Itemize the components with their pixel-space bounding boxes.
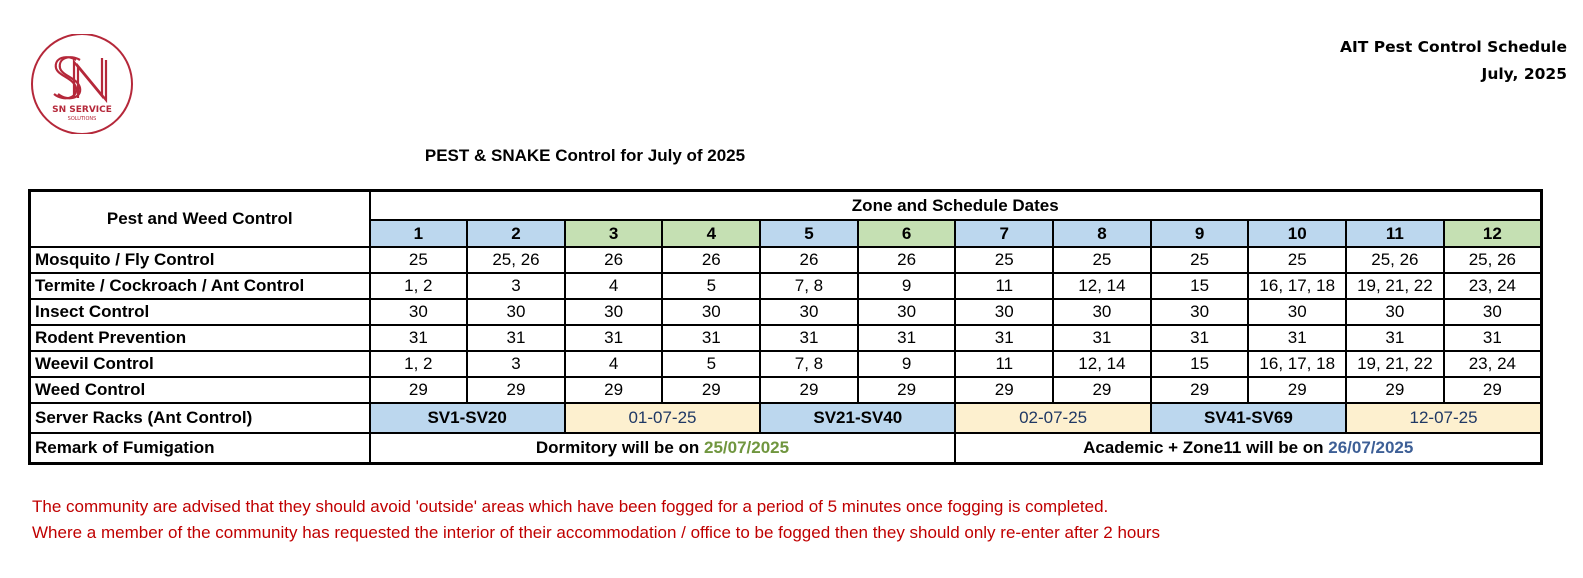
schedule-cell: 25, 26 [467,247,565,273]
schedule-cell: 30 [1444,299,1542,325]
schedule-cell: 23, 24 [1444,273,1542,299]
schedule-cell: 25 [370,247,468,273]
row-label: Mosquito / Fly Control [30,247,370,273]
schedule-cell: 31 [858,325,956,351]
zone-group-header: Zone and Schedule Dates [370,191,1542,221]
schedule-cell: 16, 17, 18 [1248,351,1346,377]
schedule-cell: 31 [760,325,858,351]
schedule-cell: 30 [858,299,956,325]
schedule-cell: 29 [467,377,565,403]
schedule-cell: 31 [1248,325,1346,351]
schedule-cell: 31 [370,325,468,351]
schedule-cell: 11 [955,273,1053,299]
schedule-cell: 29 [565,377,663,403]
schedule-cell: 7, 8 [760,351,858,377]
remark-row-label: Remark of Fumigation [30,433,370,464]
schedule-cell: 31 [1444,325,1542,351]
company-logo [30,34,134,134]
corner-label: Pest and Weed Control [30,191,370,248]
schedule-cell: 25 [1053,247,1151,273]
schedule-cell: 30 [760,299,858,325]
schedule-cell: 26 [565,247,663,273]
row-label: Weevil Control [30,351,370,377]
server-range-cell: SV41-SV69 [1151,403,1346,433]
schedule-cell: 29 [370,377,468,403]
table-row [30,299,1542,325]
header-month: July, 2025 [1481,65,1567,83]
dormitory-date: 25/07/2025 [703,438,790,457]
schedule-cell: 19, 21, 22 [1346,273,1444,299]
schedule-cell: 4 [565,351,663,377]
zone-header: 9 [1151,220,1249,247]
schedule-cell: 19, 21, 22 [1346,351,1444,377]
zone-header: 11 [1346,220,1444,247]
server-row-label: Server Racks (Ant Control) [30,403,370,433]
schedule-cell: 11 [955,351,1053,377]
schedule-cell: 25 [1151,247,1249,273]
note-line: The community are advised that they should avoid 'outside' areas which have been fogged for a period of 5 minutes once fogging is completed. [32,497,1109,516]
server-date-cell: 12-07-25 [1346,403,1541,433]
schedule-cell: 26 [760,247,858,273]
server-date-cell: 01-07-25 [565,403,760,433]
schedule-cell: 31 [955,325,1053,351]
schedule-cell: 25, 26 [1444,247,1542,273]
schedule-cell: 30 [662,299,760,325]
header-title: AIT Pest Control Schedule [1340,38,1567,56]
schedule-cell: 4 [565,273,663,299]
table-row [30,273,1542,299]
schedule-cell: 25, 26 [1346,247,1444,273]
schedule-cell: 15 [1151,351,1249,377]
remark-academic: Academic + Zone11 will be on 26/07/2025 [955,433,1541,464]
zone-header: 12 [1444,220,1542,247]
table-row [30,351,1542,377]
server-range-cell: SV1-SV20 [370,403,565,433]
remark-dormitory: Dormitory will be on 25/07/2025 [370,433,956,464]
server-date-cell: 02-07-25 [955,403,1150,433]
schedule-cell: 9 [858,273,956,299]
table-row [30,247,1542,273]
schedule-cell: 25 [1248,247,1346,273]
page-title: PEST & SNAKE Control for July of 2025 [424,146,746,165]
community-notes [32,494,1160,546]
zone-header: 5 [760,220,858,247]
schedule-cell: 29 [760,377,858,403]
schedule-cell: 29 [1444,377,1542,403]
schedule-cell: 16, 17, 18 [1248,273,1346,299]
schedule-cell: 3 [467,351,565,377]
row-label: Termite / Cockroach / Ant Control [30,273,370,299]
zone-header: 3 [565,220,663,247]
schedule-cell: 30 [1248,299,1346,325]
schedule-cell: 31 [1053,325,1151,351]
zone-header: 2 [467,220,565,247]
schedule-cell: 3 [467,273,565,299]
zone-header: 6 [858,220,956,247]
schedule-cell: 31 [662,325,760,351]
schedule-table [28,189,1543,465]
zone-header: 1 [370,220,468,247]
schedule-cell: 26 [662,247,760,273]
schedule-cell: 29 [1053,377,1151,403]
schedule-cell: 1, 2 [370,273,468,299]
schedule-cell: 25 [955,247,1053,273]
zone-header: 7 [955,220,1053,247]
schedule-cell: 15 [1151,273,1249,299]
schedule-cell: 1, 2 [370,351,468,377]
row-label: Rodent Prevention [30,325,370,351]
schedule-cell: 29 [662,377,760,403]
schedule-cell: 30 [370,299,468,325]
schedule-cell: 29 [1248,377,1346,403]
zone-header: 4 [662,220,760,247]
schedule-cell: 31 [1346,325,1444,351]
schedule-cell: 5 [662,273,760,299]
schedule-cell: 31 [565,325,663,351]
schedule-cell: 30 [955,299,1053,325]
schedule-cell: 29 [1346,377,1444,403]
schedule-cell: 31 [467,325,565,351]
note-line: Where a member of the community has requested the interior of their accommodation / office to be fogged then they should only re-enter after 2 hours [32,523,1160,542]
schedule-cell: 23, 24 [1444,351,1542,377]
zone-header: 8 [1053,220,1151,247]
schedule-cell: 29 [955,377,1053,403]
schedule-cell: 30 [1346,299,1444,325]
zone-header: 10 [1248,220,1346,247]
row-label: Weed Control [30,377,370,403]
schedule-cell: 29 [858,377,956,403]
schedule-cell: 31 [1151,325,1249,351]
academic-date: 26/07/2025 [1328,438,1414,457]
schedule-cell: 7, 8 [760,273,858,299]
schedule-cell: 5 [662,351,760,377]
schedule-cell: 26 [858,247,956,273]
schedule-cell: 30 [1053,299,1151,325]
logo-text: SN SERVICE [52,105,112,115]
schedule-cell: 12, 14 [1053,351,1151,377]
schedule-cell: 12, 14 [1053,273,1151,299]
row-label: Insect Control [30,299,370,325]
schedule-cell: 29 [1151,377,1249,403]
schedule-cell: 30 [565,299,663,325]
table-row [30,377,1542,403]
schedule-cell: 30 [1151,299,1249,325]
server-range-cell: SV21-SV40 [760,403,955,433]
logo-subtext: SOLUTIONS [67,116,97,122]
schedule-cell: 30 [467,299,565,325]
schedule-cell: 9 [858,351,956,377]
table-row [30,325,1542,351]
document-header [1340,34,1567,88]
